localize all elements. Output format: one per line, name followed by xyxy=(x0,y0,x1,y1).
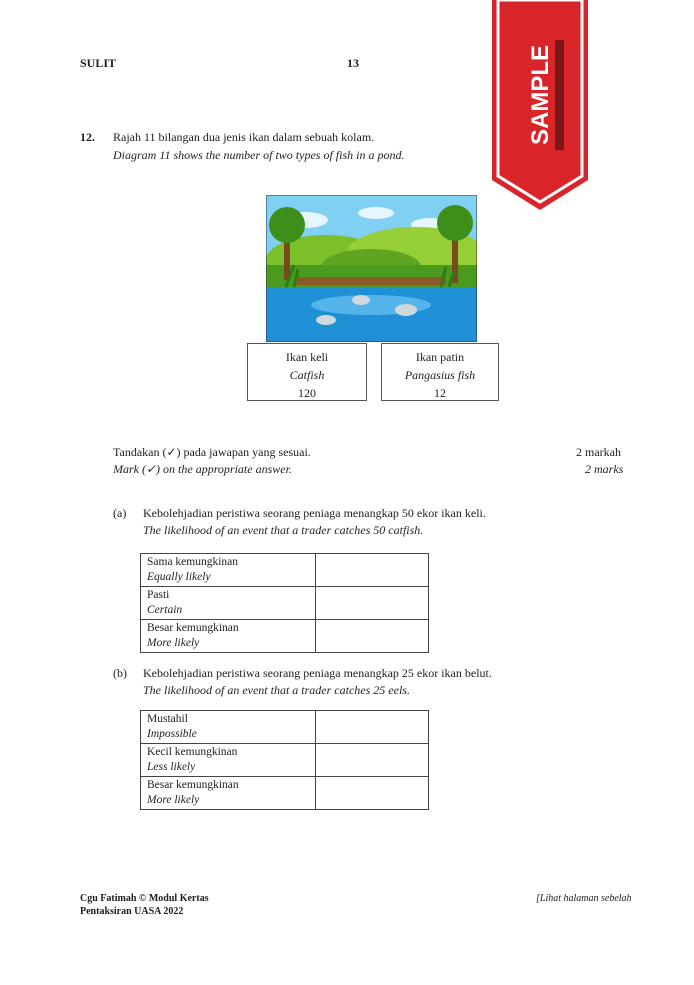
fish-pangasius-malay: Ikan patin xyxy=(415,350,465,364)
answer-row xyxy=(141,554,429,587)
footer-right: [Lihat halaman sebelah xyxy=(536,893,632,904)
part-a-malay: Kebolehjadian peristiwa seorang peniaga menangkap 50 ekor ikan keli. xyxy=(143,506,486,520)
option-english: More likely xyxy=(147,637,200,649)
answer-row xyxy=(141,744,429,777)
answer-row xyxy=(141,587,429,620)
watermark-text: SAMPLE xyxy=(527,44,554,146)
part-b-answer-table xyxy=(140,710,429,810)
fish-pangasius-count: 12 xyxy=(434,386,446,400)
marks-malay: 2 markah xyxy=(576,445,621,459)
option-label xyxy=(141,777,316,810)
option-label xyxy=(141,711,316,744)
option-label xyxy=(141,620,316,653)
instruction-english: Mark (✓) on the appropriate answer. xyxy=(113,462,292,476)
question-english: Diagram 11 shows the number of two types of fish in a pond. xyxy=(113,148,405,162)
header-left: SULIT xyxy=(80,56,117,70)
answer-row xyxy=(141,620,429,653)
instruction-malay: Tandakan (✓) pada jawapan yang sesuai. xyxy=(113,445,311,459)
question-number: 12. xyxy=(80,130,95,144)
fish-box-catfish xyxy=(247,343,367,401)
option-english: Less likely xyxy=(147,761,196,773)
fish-catfish-malay: Ikan keli xyxy=(285,350,329,364)
pond-illustration xyxy=(266,195,477,342)
fish-box-pangasius xyxy=(381,343,499,401)
option-malay: Sama kemungkinan xyxy=(147,556,239,568)
tick-box[interactable] xyxy=(316,620,429,653)
tick-box[interactable] xyxy=(316,587,429,620)
question-malay: Rajah 11 bilangan dua jenis ikan dalam sebuah kolam. xyxy=(113,130,375,144)
answer-row xyxy=(141,777,429,810)
option-english: Impossible xyxy=(147,728,197,740)
option-label xyxy=(141,554,316,587)
part-b-label: (b) xyxy=(113,666,127,680)
option-malay: Kecil kemungkinan xyxy=(147,746,238,758)
fish-pangasius-english: Pangasius fish xyxy=(404,368,476,382)
tick-box[interactable] xyxy=(316,711,429,744)
option-malay: Mustahil xyxy=(147,713,188,725)
option-english: Equally likely xyxy=(147,571,211,583)
option-malay: Besar kemungkinan xyxy=(147,779,239,791)
part-a-label: (a) xyxy=(113,506,127,520)
option-malay: Pasti xyxy=(147,589,170,601)
option-english: More likely xyxy=(147,794,200,806)
answer-row xyxy=(141,711,429,744)
option-label xyxy=(141,587,316,620)
option-english: Certain xyxy=(147,604,183,616)
footer-left-line1: Cgu Fatimah © Modul Kertas xyxy=(80,893,209,904)
part-a-answer-table xyxy=(140,553,429,653)
page-number: 13 xyxy=(347,56,359,70)
tick-box[interactable] xyxy=(316,777,429,810)
sample-watermark xyxy=(492,0,588,210)
marks-english: 2 marks xyxy=(585,462,624,476)
tick-box[interactable] xyxy=(316,744,429,777)
tick-box[interactable] xyxy=(316,554,429,587)
part-b-malay: Kebolehjadian peristiwa seorang peniaga menangkap 25 ekor ikan belut. xyxy=(143,666,492,680)
option-malay: Besar kemungkinan xyxy=(147,622,239,634)
part-b-english: The likelihood of an event that a trader catches 25 eels. xyxy=(143,683,410,697)
part-a-english: The likelihood of an event that a trader catches 50 catfish. xyxy=(143,523,424,537)
fish-catfish-english: Catfish xyxy=(289,368,325,382)
option-label xyxy=(141,744,316,777)
fish-catfish-count: 120 xyxy=(298,386,316,400)
footer-left-line2: Pentaksiran UASA 2022 xyxy=(80,906,184,917)
